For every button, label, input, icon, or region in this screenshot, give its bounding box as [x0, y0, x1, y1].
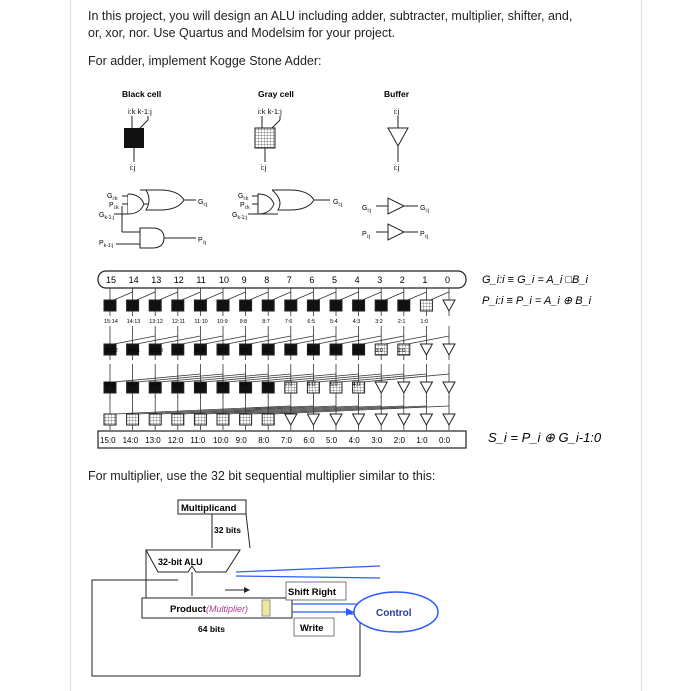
wire	[114, 374, 200, 382]
bit-label: 4	[354, 275, 360, 285]
level-label: 8:7	[262, 319, 270, 325]
buffer-cell	[375, 382, 387, 393]
legend-buffer	[384, 89, 410, 172]
black-cell	[285, 300, 297, 311]
svg-text:Pi:k: $P_{i:k}$	[109, 202, 119, 211]
level-label: 7:6	[284, 319, 293, 325]
bit-label: 12	[173, 275, 184, 285]
gray-cell-symbol	[255, 128, 275, 148]
bit-label: 11	[196, 275, 206, 285]
wire	[272, 336, 313, 344]
wire	[340, 374, 426, 382]
wire	[159, 374, 245, 382]
output-label: 5:0	[326, 436, 338, 445]
wire	[272, 292, 291, 300]
level-label: 4:3	[352, 319, 361, 325]
wire	[250, 292, 269, 300]
wire	[137, 336, 178, 344]
buffer-cell	[443, 300, 455, 311]
buffer-cell	[443, 414, 455, 425]
level-label: 15:14	[104, 319, 118, 325]
output-label: 3:0	[371, 436, 383, 445]
write-label: Write	[300, 623, 324, 634]
output-label: 0:0	[439, 436, 451, 445]
wire	[272, 374, 358, 382]
svg-text:Gk-1:j: $G_{k-1:j}$	[232, 212, 247, 221]
or-gate-gray	[272, 190, 314, 210]
wire	[295, 374, 381, 382]
wire	[204, 374, 290, 382]
wire	[363, 336, 404, 344]
wire	[363, 374, 449, 382]
bit-label: 9	[241, 275, 247, 285]
wire	[227, 292, 246, 300]
level-label: 5:0	[330, 382, 338, 388]
buffer-cell	[420, 344, 432, 355]
black-cell	[240, 300, 252, 311]
adder-instruction: For adder, implement Kogge Stone Adder:	[88, 54, 322, 68]
level-label: 11:8	[194, 348, 205, 354]
gray-cell	[262, 414, 274, 425]
multiplier-instruction: For multiplier, use the 32 bit sequential multiplier similar to this:	[88, 469, 436, 483]
black-cell	[172, 300, 184, 311]
buffer-cell	[330, 414, 342, 425]
output-label: 15:0	[100, 436, 116, 445]
equation-propagate: P_i:i ≡ P_i = A_i ⊕ B_i	[482, 295, 592, 307]
level-label: 10:7	[217, 348, 228, 354]
level-label: 11:10	[194, 319, 208, 325]
wire	[204, 336, 245, 344]
wire	[227, 374, 313, 382]
svg-text:Gk-1:j: $G_{k-1:j}$	[99, 212, 114, 221]
output-label: 8:0	[258, 436, 270, 445]
level-label: 2:1	[397, 319, 406, 325]
or-gate	[140, 190, 184, 210]
level-label: 14:13	[126, 319, 141, 325]
bits32-label: 32 bits	[214, 525, 241, 535]
level-label: 13:12	[149, 319, 163, 325]
level-label: 8:1	[262, 382, 270, 388]
output-label: 12:0	[167, 436, 184, 445]
output-label: 4:0	[348, 436, 360, 445]
bit-label: 8	[264, 275, 270, 285]
svg-text:Pk-1:j: $P_{k-1:j}$	[99, 240, 114, 249]
equation-generate: G_i:i ≡ G_i = A_i □B_i	[482, 274, 588, 286]
bit-label: 6	[309, 275, 315, 285]
wire	[295, 292, 314, 300]
wire	[408, 336, 449, 344]
gray-cell	[172, 414, 184, 425]
wire	[340, 336, 381, 344]
output-label: 7:0	[280, 436, 292, 445]
control-label: Control	[376, 608, 412, 619]
wire	[408, 292, 427, 300]
wire	[159, 336, 200, 344]
gray-cell	[149, 414, 161, 425]
gray-cell	[217, 414, 229, 425]
black-cell	[262, 300, 274, 311]
gray-cell	[240, 414, 252, 425]
level-label: 10:3	[217, 382, 228, 388]
shift-right-label: Shift Right	[288, 587, 337, 598]
wire	[182, 292, 201, 300]
equation-sum: S_i = P_i ⊕ G_i-1:0	[488, 430, 602, 445]
gray-cell-logic	[232, 190, 342, 221]
output-label: 13:0	[145, 436, 161, 445]
level-label: 12:9	[171, 348, 183, 354]
and-gate-p	[140, 228, 164, 248]
wire	[295, 336, 336, 344]
black-cell	[375, 300, 387, 311]
wire	[137, 374, 223, 382]
intro-line-1: In this project, you will design an ALU including adder, subtracter, multiplier, shifter, and,	[88, 9, 573, 23]
bit-label: 3	[377, 275, 383, 285]
bit-label: 7	[286, 275, 292, 285]
black-cell-title: Black cell	[122, 89, 162, 99]
gray-cell	[194, 414, 206, 425]
output-label: 14:0	[122, 436, 139, 445]
bit-label: 0	[445, 275, 451, 285]
level-label: 7:0	[284, 382, 293, 388]
black-cell-logic	[99, 190, 207, 249]
level-label: 12:11	[171, 319, 186, 325]
wire	[317, 374, 403, 382]
level-label: 6:3	[307, 348, 316, 354]
bit-label: 13	[151, 275, 162, 285]
level-label: 15:8	[104, 382, 115, 388]
gray-cell-title: Gray cell	[258, 89, 294, 99]
wire	[340, 292, 359, 300]
level-label: 9:2	[239, 382, 248, 388]
wire	[363, 292, 382, 300]
buffer-cell	[443, 382, 455, 393]
black-cell	[104, 300, 116, 311]
gray-cell	[420, 300, 432, 311]
svg-text:Gi:k: $G_{i:k}$	[238, 193, 249, 202]
output-label: 2:0	[393, 436, 405, 445]
multiplier-label: (Multiplier)	[206, 604, 249, 614]
svg-text:Pi:j: $P_{i:j}$	[420, 231, 429, 240]
level-label: 1:0	[420, 319, 429, 325]
level-label: 7:4	[284, 348, 293, 354]
output-label: 9:0	[235, 436, 247, 445]
wire	[317, 292, 336, 300]
level-label: 13:6	[149, 382, 160, 388]
level-label: 6:5	[307, 319, 316, 325]
level-label: 5:4	[330, 319, 338, 325]
level-label: 3:2	[375, 319, 383, 325]
level-label: 4:0	[352, 382, 361, 388]
bit-label: 1	[422, 275, 428, 285]
black-cell	[398, 300, 410, 311]
product-label: Product	[170, 604, 206, 615]
level-label: 6:0	[307, 382, 316, 388]
black-cell	[194, 300, 206, 311]
level-label: 9:8	[239, 319, 248, 325]
buffer-cell	[375, 414, 387, 425]
output-label: 6:0	[303, 436, 315, 445]
multiplicand-label: Multiplicand	[181, 503, 237, 514]
wire	[204, 292, 223, 300]
buffer-symbol	[388, 128, 408, 146]
svg-text:Gi:j: $G_{i:j}$	[198, 199, 208, 208]
bits64-label: 64 bits	[198, 624, 225, 634]
output-label: 11:0	[190, 436, 206, 445]
level-label: 2:0	[397, 348, 406, 354]
bit-label: 14	[128, 275, 139, 285]
buffer-cell	[443, 344, 455, 355]
svg-text:Gi:j: $G_{i:j}$	[333, 199, 343, 208]
buffer-input: i:j	[394, 107, 400, 116]
alu-label: 32-bit ALU	[158, 557, 203, 567]
buffer-cell	[398, 382, 410, 393]
black-cell	[330, 300, 342, 311]
legend-gray-cell	[255, 89, 294, 172]
gray-cell-inputs: i:k k-1:j	[258, 107, 282, 116]
bit-label: 5	[332, 275, 338, 285]
level-label: 10:9	[217, 319, 228, 325]
svg-text:Gi:j: $G_{i:j}$	[420, 205, 430, 214]
bit-label: 15	[106, 275, 117, 285]
buffer-cell	[420, 382, 432, 393]
buffer-logic	[362, 198, 429, 240]
svg-text:Gi:j: $G_{i:j}$	[362, 205, 372, 214]
level-label: 4:1	[352, 348, 361, 354]
wire	[250, 336, 291, 344]
buffer-cell	[398, 414, 410, 425]
buffer-cell	[420, 414, 432, 425]
wire	[385, 292, 404, 300]
svg-text:Pi:k: $P_{i:k}$	[240, 202, 250, 211]
level-label: 8:5	[262, 348, 270, 354]
gray-cell	[104, 414, 116, 425]
gray-cell-output: i:j	[261, 163, 267, 172]
level-label: 13:10	[149, 348, 163, 354]
kogge-stone-adder	[98, 271, 466, 448]
buffer-cell	[307, 414, 319, 425]
wire	[114, 336, 155, 344]
wire	[114, 292, 133, 300]
wire	[159, 292, 178, 300]
level-label: 12:5	[171, 382, 183, 388]
level-label: 14:7	[126, 382, 138, 388]
wire	[182, 374, 268, 382]
output-label: 1:0	[416, 436, 428, 445]
wire	[137, 292, 156, 300]
legend-black-cell	[122, 89, 161, 172]
buffer-title: Buffer	[384, 89, 410, 99]
wire	[385, 336, 426, 344]
black-cell	[353, 300, 365, 311]
sequential-multiplier	[92, 500, 438, 676]
level-label: 3:0	[375, 348, 383, 354]
and-gate	[128, 194, 144, 214]
svg-text:Pi:j: $P_{i:j}$	[362, 231, 371, 240]
level-label: 5:2	[330, 348, 338, 354]
black-cell	[307, 300, 319, 311]
black-cell-output: i:j	[130, 163, 136, 172]
wire	[250, 374, 336, 382]
level-label: 11:4	[194, 382, 205, 388]
bit-label: 2	[399, 275, 405, 285]
level-label: 15:12	[104, 348, 118, 354]
equations	[482, 274, 602, 445]
output-label: 10:0	[213, 436, 229, 445]
black-cell	[127, 300, 139, 311]
wire	[182, 336, 223, 344]
wire	[227, 336, 268, 344]
buffer-cell	[353, 414, 365, 425]
level-label: 14:11	[126, 348, 140, 354]
bit-label: 10	[219, 275, 230, 285]
gray-cell	[127, 414, 139, 425]
svg-text:Pi:j: $P_{i:j}$	[198, 237, 207, 246]
black-cell-symbol	[124, 128, 144, 148]
wire	[430, 292, 449, 300]
level-label: 9:6	[239, 348, 248, 354]
buffer-output: i:j	[394, 163, 400, 172]
black-cell-inputs: i:k k-1:j	[128, 107, 152, 116]
svg-text:Gi:k: $G_{i:k}$	[107, 193, 118, 202]
black-cell	[149, 300, 161, 311]
black-cell	[217, 300, 229, 311]
wire	[317, 336, 358, 344]
buffer-cell	[285, 414, 297, 425]
intro-line-2: or, xor, nor. Use Quartus and Modelsim for your project.	[88, 26, 396, 40]
